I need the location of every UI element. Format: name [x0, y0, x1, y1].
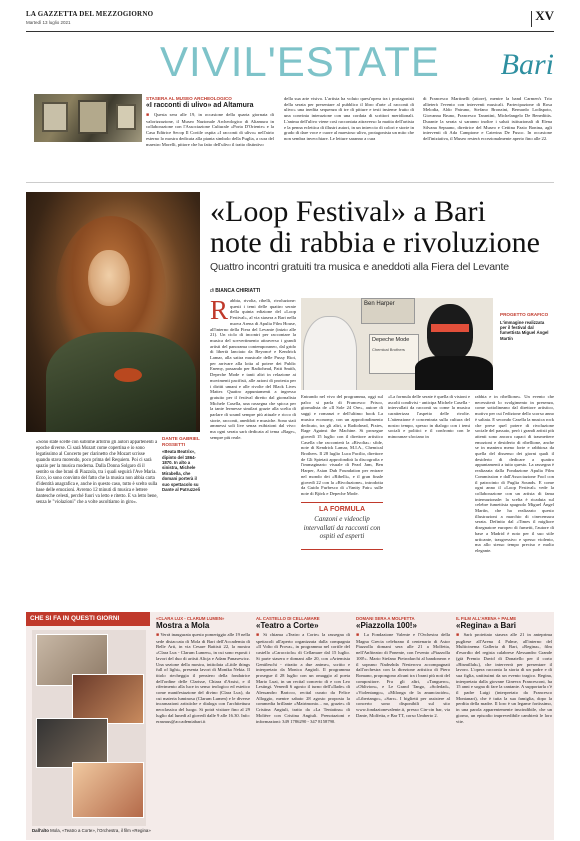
issue-date: Martedì 13 luglio 2021 [26, 20, 71, 25]
bottom-article-2 [256, 616, 350, 836]
poster-text-depeche: Depeche Mode [372, 337, 410, 343]
headline-line-1: «Loop Festival» a Bari [210, 195, 486, 228]
photo-regina [72, 762, 144, 818]
bottom-article-2-body [256, 632, 350, 832]
byline-author: BIANCA CHIRIATTI [215, 288, 261, 294]
bottom-article-4-title: «Regina» a Bari [456, 621, 517, 630]
poster-text-chemical: Chemical Brothers [372, 347, 405, 352]
bullet-icon: ■ [156, 633, 161, 638]
section-banner [160, 36, 554, 88]
section-title: VIVIL'ESTATE [160, 38, 440, 85]
bottom-article-1-kicker: «CLARA LUX - CLARUM LUMEN» [156, 616, 225, 621]
masthead [26, 8, 554, 32]
bottom-article-1-title: Mostra a Mola [156, 621, 210, 630]
photo-orchestra [36, 718, 108, 768]
top-story [146, 96, 552, 176]
main-headline [210, 196, 554, 286]
painting-caption-work: «Beata Beatrix», dipinto del 1864-1870. In alto a sinistra, Michele Mirabella, che domani porterà il suo spettacolo su Dante al Patruzzeli [162, 449, 200, 493]
painting-face [88, 250, 130, 306]
masked-figure-right-body [415, 356, 493, 390]
bottom-article-4-kicker: IL FILM ALL'ARENA + PALME [456, 616, 517, 621]
bottom-article-3-kicker: DOMANI SERA A MOLFETTA [356, 616, 415, 621]
top-story-col1 [146, 112, 274, 176]
masked-figure-right-head [427, 304, 473, 360]
art-caption-text: L'immagine realizzata per il festival dal fumettista Miguel Ángel Martín [500, 319, 549, 341]
headline-line-2: note di rabbia e rivoluzione [210, 226, 540, 259]
painting-dove [114, 368, 142, 382]
bullet-icon: ■ [356, 633, 365, 638]
bottom-article-1 [156, 616, 250, 836]
bottom-article-2-kicker: AL CASTELLO DI CELLAMARE [256, 616, 320, 621]
art-caption [500, 312, 552, 372]
byline-prefix: di [210, 288, 214, 294]
painting-dress [46, 332, 196, 432]
formula-text: Canzoni e videoclip intervallati da racconti con ospiti ed esperti [303, 515, 381, 541]
formula-box [301, 502, 383, 550]
bullet-icon: ■ [256, 633, 264, 638]
left-quote-caption: «Sono state scelte con sublime arbitrio gli autori appartenenti a epoche diverse. Ci sarà Mozart come copertina e io sono legatissimo al Concerto per clarinetto che Mozart scrisse quando stava morendo, poco prima del Requiem. Poi ci sarà spazio per la musica moderna. Dalla Donna Solgaro di il sentito su due brani di Piazzola, tra i quali seguirà l'Ave Maria. Ecco, io sono convinto del fatto che la musica non abbia carta d'identità anagrafica e, anche in questo caso, tutto è scelto sulla base delle emozioni. Avremo 12 minuti di musica e lettere dantesche celesti, perché fuori va letto e ritetto. E va letto bene, senza le "violazioni" che a volte ascoltiamo in giro». [36, 440, 158, 505]
section-city: Bari [500, 48, 554, 81]
bottom-section-header [26, 612, 150, 626]
art-caption-title: PROGETTO GRAFICO [500, 312, 549, 317]
bullet-icon: ■ [146, 113, 154, 118]
bottom-article-4 [456, 616, 552, 836]
photo-frame-b [78, 100, 108, 134]
main-body-col1 [210, 298, 296, 600]
poster-panel-ben-harper [361, 298, 415, 324]
painting-caption [162, 436, 202, 566]
main-subhead: Quattro incontri gratuiti tra musica e aneddoti alla Fiera del Levante [210, 261, 509, 273]
photo-frame-a [42, 102, 68, 132]
main-body-col4: rabbia e in ribellione». Un evento che necessiterà lo svolgimento in presenza, come sottolineano dal direttore artistico, motivo per cui l'edizione dello scorso anno è saltata. E secondo Casella la musica rock che prese quel potere di rivoluzione sociale del passato, però i grandi artisti più attenti sono ancora capaci di trasmettere emozioni e desiderio di ribellione, anche se in maniera meno forte e rabbiosa da quella del dissenso dei giorni quali il desiderio di dedicare a quattro appuntamenti a tutto questo. La rassegna è realizzata dalla Fondazione Apulia Film Commission e dall'Associazione Fool con il patrocinio di Puglia Sounds. E come ogni anno il «Loop Festival» vede la collaborazione con un artista di fama internazionale: la scelta è ricaduta sul celebre fumettista spagnolo Miguel Ángel Martín, che ha realizzato questo illustrazioni a marchio di cinecensura serata. Definito dal «Times il migliore disegnatore europeo di fumetti, l'autore di base a Madrid è noto per il suo stile urticante, trasgressivo e spesso violento, ma allo stesso tempo preciso e molto elegante. [475, 394, 554, 553]
bottom-article-3-text: La Fondazione Valente e l'Orchestra della Magna Grecia celebrano il centenario di Astor Piazzolla domani sera alle 21 a Molfetta, nell'Anfiteatro di Ponente, con l'evento «Piazzolla 100!». Mario Stefano Pietrodarchi al bandoneon e il soprano Nadezhda Nesterova accompagnati dall'orchestra con la direzione artistica di Piero Romano, propongono alcuni tra i brani più noti del compositore. Fra gli altri, «Tanguero», «Oblivion», e Le Grand Tango, «Soledad», «Violentango», «Milonga de la anunciación», «Libertango», «Sarr». I biglietti per assistere al concerto sono disponibili sul sito www.fondazionevalente.it, presso Cin-cin bar, via Dante, Molfetta, e Bar TT, corso Umberto 2. [356, 632, 450, 718]
bottom-photo-caption-text: Mola, «Teatro a Corte», l'Orchestra, il film «Regina» [50, 828, 151, 833]
bottom-section-title: CHE SI FA IN QUESTI GIORNI [30, 615, 120, 622]
bottom-photo-collage [32, 630, 146, 826]
mask-eyes-band [431, 324, 469, 332]
byline [210, 288, 330, 296]
bottom-photo-caption [32, 828, 158, 838]
festival-artwork [301, 298, 493, 390]
bottom-article-3 [356, 616, 450, 836]
top-story-col1-text: Questa sera alle 19, in occasione della quarta giornata di valorizzazione, il Museo Nazionale Archeologico di Altamura in collaborazione con l'Associazione Culturale «Porta D'Oriente» e la Casa Editrice Secop Il Cortile ospita «I racconti di ulivo» nell'atrio esterno lo mostra dedicata alla pianta simbolo della Puglia, a cura del maestro Morelli, pittore che ha fatto dell'ulivo il tratto distintivo [146, 112, 274, 147]
top-story-photo [34, 94, 142, 142]
main-body-col1-text: abbia, rivolta, ribelli, rivoluzione: questi i temi delle quattro serate della quinta edizione del «Loop Festival», al via stasera a Bari nella nuova Arena di Apulia Film House, all'interno della Fiera del Levante (inizio alle 21). Un ciclo di incontri per raccontare la musica del sovvertimento attraverso i grandi artisti del panorama contemporaneo, dal grido di libertà lanciato da Beyoncé e Kendrick Lamar, alla satira musicale delle Pussy Riot, per arrivare alla lotta al potere dei Public Enemy, passando per Radiohead, Patti Smith, Depeche Mode e tanti altri in relazione ai movimenti pacifisti, alle azioni di protesta per i diritti umani e alle rivolte del Black Lives Matter. Quattro appuntamenti a ingresso gratuito per il festival diretto dal giornalista Michele Casella, una rassegna che spicca per la tante lermesse similari grazie alla scelta di parlare di sound sempre più attuale e ricco di storie, racconti, aneddoti e musiche. Sono stati ammessi soli live senza esibizioni dal vivo: ma ogni serata sarà dedicata al tema «Rage», sempre più reale. [210, 298, 296, 440]
bottom-article-3-body [356, 632, 450, 832]
paper-name: LA GAZZETTA DEL MEZZOGIORNO [26, 10, 154, 18]
bottom-article-4-text: Sarà proiettato stasera alle 21 in anteprima pugliese all'Arena 4 Palme, all'interno del Multicinema Galleria di Bari, «Regina», film d'esordio del regista calabrese Alessandro Grande (già Premio David di Donatello per il corto «Bismillah»), che interverrà per presentare il lavoro. L'opera racconta la storia di un padre e di sua figlia, unitissimi da un evento tragico. Regina, interpretata dalla giovane Ginevra Francesconi, ha 15 anni e sogna di fare la cantante. A supportarla c'è il padre Luigi (interpretato da Francesco Montanari), che è tutta la sua famiglia, dopo la perdita della madre. Il loro è un legame fortissimo, in una parola apparentemente inscindibile, che un giorno, un episodio imprevedibile cambierà le loro vite. [456, 632, 552, 724]
main-kicker-bar [26, 182, 554, 190]
bottom-article-1-body [156, 632, 250, 832]
bottom-article-1-text: Verrà inaugurata questo pomeriggio alle 19 nella sede distaccata di Mola di Bari dell'Accademia di Belle Arti, in via Cesare Battisti 22, la mostra «Clara Lux - Clarum Lumen», in cui sono esposti i lavori del duo di artisti Alicja e Adam Panasewicz. Una sezione della mostra, intitolata «Little things full of light», presenta lavori di Monika Nekta. Il titolo riecheggia il pensiero della fondatrice dell'ordine delle Clarisse, Chiara d'Assisi, e il riferimento alla luce in senso teologico ed estetico come manifestazione del divino (Clara Lux), da cui materia luminosa (Clarum Lumen) e le diverse incarnazioni artistiche e dialoga con l'architettura neoclassica del luogo. Si potrà visitare fino al 29 luglio dal lunedì al giovedì dalle 9 alle 16.30. Info: erasmus@accademiabari.it [156, 632, 250, 724]
top-story-kicker: STASERA AL MUSEO ARCHEOLOGICO [146, 96, 232, 101]
page-number: XV [535, 8, 554, 23]
main-body-col3: «La formula delle serate è quella di visioni e ascolti condivisi - anticipa Michele Casella - intervallati da racconti su come la musica caratterizza l'aspetto delle rivolte. L'attenzione è concentrata sulla cultura del nostro tempo, spesso in dialogo con i temi sociali e politici e il confronto con le minoranze sfociano in [388, 394, 470, 439]
bottom-article-3-title: «Piazzolla 100!» [356, 621, 417, 630]
bottom-photo-caption-prefix: Dall'alto [32, 828, 49, 833]
photo-teatro [72, 674, 144, 724]
painting-beata-beatrix [26, 192, 200, 432]
formula-title: LA FORMULA [318, 506, 365, 513]
bottom-article-4-body [456, 632, 552, 832]
bullet-icon: ■ [456, 633, 464, 638]
painting-caption-title: DANTE GABRIEL ROSSETTI [162, 436, 200, 447]
bottom-article-2-text: Si chiama «Teatro a Corte» la rassegna di spettacoli all'aperto organizzata dalla compagnia «Il Volto di Prova», in programma nel cortile del castello «Caracciolo» di Cellamare dal 15 luglio. Si parte stasera e domani alle 20, con «Artemisia Gentileschi - ritratto a due anime», scritto e interpretato da Monica Angioli. Il programma prosegue il 28 luglio con un omaggio al poeta Mario Luzi, in un recital concerto di e con Leo Lestingi. Venerdì 6 agosto il turno dell'«Ilade» di Alessandro Baricco, recital curato da Felice Alloggio, mentre sabato 28 agosto proposta la commedia brillante «Matrimonio... no, grazie» di Cristina Angiuli, tratto da «La Tentatina» di Molière con Cristina Angiuli. Prenotazioni e informazioni: 349 1786290 - 347 8158790. [256, 632, 350, 724]
top-story-col3: di Francesco Martinelli (attore), mentre la band Carmen's Trio allieterà l'evento con interventi musicali. Partecipazione di Rosa Melodia, Aldo Patruno, Stefano Bronzini, Bernardo Lodispoto, Giovanna Bruno, Francesco Tarantini, Michelangelo De Benedittis. Durante la serata si saranno inoltre i saluti istituzionali di Elena Silvana Sepuano, direttrice del Museo e Cettina Fazio Bonina, agli interventi di Ada Campione e Caterina De Fusco. In occasione dell'iniziativa, il Museo resterà eccezionalmente aperto fino alle 22. [423, 96, 552, 141]
poster-text-ben-harper: Ben Harper [364, 301, 395, 307]
top-story-col2: della sua arte visiva. L'artista ha voluto quest'opera tra i protagonisti della serata per presentare al pubblico il libro d'arte «I racconti di ulivo» una inedita sequenza di tre di pitture e testi insieme frutto di una convinta interazione con una cordata di scrittori meridionali. L'anima dell'ulivo viene così raccontata attraverso la matita dell'artista e la penna eclettica di illustri autori, in un intreccio di colori e storie in grado di dare voce e cuore al maestoso ulivo, protagonista un mito che non sembra invecchiare. Le letture saranno a cura [284, 96, 414, 141]
bottom-article-2-title: «Teatro a Corte» [256, 621, 319, 630]
masthead-divider [531, 11, 532, 27]
dropcap: R [210, 298, 229, 325]
main-body-col2: Entrando nel vivo del programma, oggi sul palco si parla di Francesco Prisco, giornalista de «Il Sole 24 Ore», autore di saggi e romanzi e dell'ultimo book La musica economy, con un approfondimento dedicato, tra gli altri, a Radiohead, Pixies, Rage Against the Machine. Si prosegue giovedì 15 luglio con il direttore artistico Casella che racconterà la «Rivolta»: sfide, note di Kendrick Lamar, M.I.A., Chemical Brothers. Il 28 luglio Luca Pacilio, direttore de Gli Spietati approfondirà la discografia e l'immaginario visuale di Pearl Jam, Ben Harper, Asian Dub Foundation per entrare nel mondo dei «Ribelli», e il gran finale giovedì 22 con la «Rivoluzione», introdotta da Guido Furbesco di «Vanity Fair» sulle note di Björk e Depeche Mode. [301, 394, 383, 496]
top-story-headline: «I racconti di ulivo» ad Altamura [146, 102, 254, 109]
poster-panel-depeche-mode [369, 334, 419, 374]
masked-figure-left [303, 316, 357, 390]
photo-frame-c [116, 104, 136, 130]
